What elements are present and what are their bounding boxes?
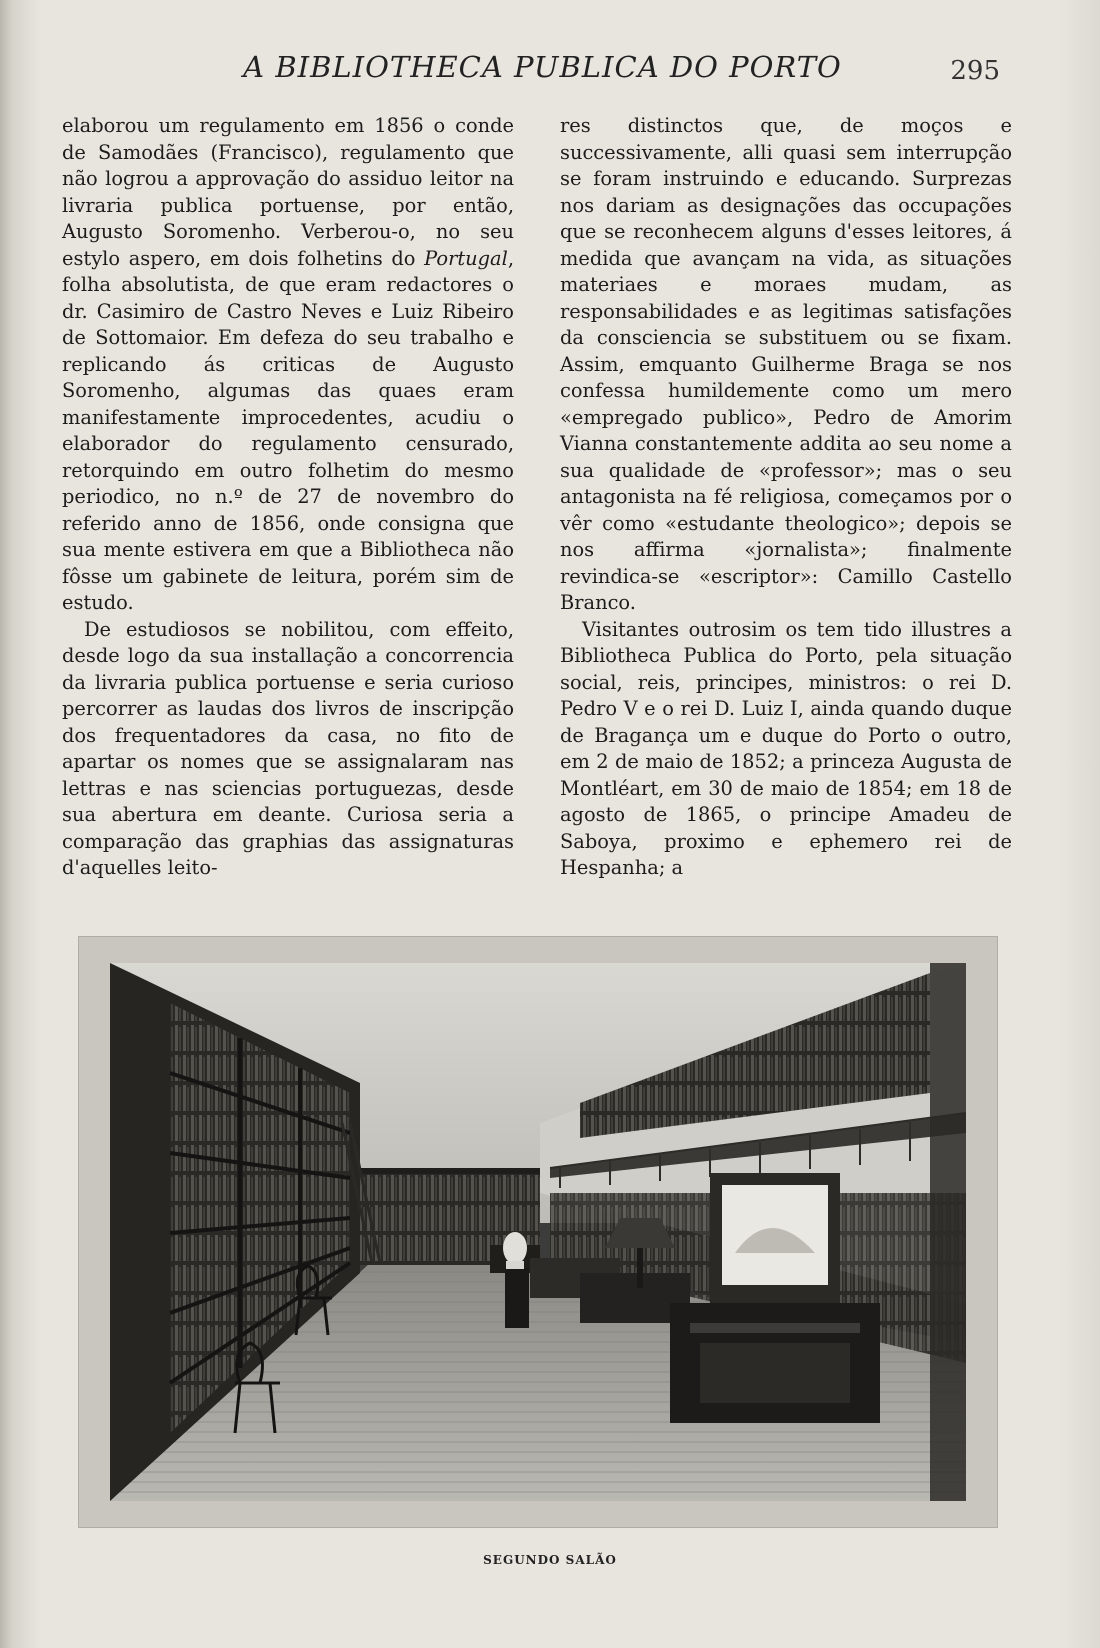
running-title: A BIBLIOTHECA PUBLICA DO PORTO [243,50,842,84]
left-paragraph-1-text-b: , folha absolutista, de que eram redactores o dr. Casimiro de Castro Neves e Luiz Ribeiro de Sottomaior. Em defeza do seu trabalho e replicando ás criticas de Augusto Soromenho, algumas das quaes eram manifestamente improcedentes, acudiu o elaborador do regulamento censurado, retorquindo em outro folhetim do mesmo periodico, no n.º de 27 de novembro do referido anno de 1856, onde consigna que sua mente estivera em que a Bibliotheca não fôsse um gabinete de leitura, porém sim de estudo. [62,246,514,614]
right-column [560,113,1012,882]
page-header [0,50,1100,90]
left-paragraph-1-text-a: elaborou um regulamento em 1856 o conde de Samodães (Francisco), regulamento que não logrou a approvação do assiduo leitor na livraria publica portuense, por então, Augusto Soromenho. Verberou-o, no seu estylo aspero, em dois folhetins do [62,114,514,270]
library-hall-photo [110,963,966,1501]
figure-caption: SEGUNDO SALÃO [483,1553,617,1567]
photo-plate [78,936,998,1528]
left-paragraph-1 [62,113,514,617]
left-paragraph-2: De estudiosos se nobilitou, com effeito, desde logo da sua installação a concorrencia da livraria publica portuense e seria curioso percorrer as laudas dos livros de inscripção dos frequentadores da casa, no fito de apartar os nomes que se assignalaram nas lettras e nas sciencias portuguezas, desde sua abertura em deante. Curiosa seria a comparação das graphias das assignaturas d'aquelles leito- [62,617,514,879]
newspaper-title: Portugal [424,246,508,270]
right-paragraph-1: res distinctos que, de moços e successivamente, alli quasi sem interrupção se foram instruindo e educando. Surprezas nos dariam as designações das occupações que se reconhecem alguns d'esses leitores, á medida que avançam na vida, as situações materiaes e moraes mudam, as responsabilidades e as legitimas satisfações da consciencia se substituem ou se fixam. Assim, emquanto Guilherme Braga se nos confessa humildemente como um mero «empregado publico», Pedro de Amorim Vianna constantemente addita ao seu nome a sua qualidade de «professor»; mas o seu antagonista na fé religiosa, começamos por o vêr como «estudante theologico»; depois se nos affirma «jornalista»; finalmente revindica-se «escriptor»: Camillo Castello Branco. [560,114,1012,614]
page-number: 295 [950,56,1000,86]
right-paragraph-2: Visitantes outrosim os tem tido illustres a Bibliotheca Publica do Porto, pela situação social, reis, principes, ministros: o rei D. Pedro V e o rei D. Luiz I, ainda quando duque de Bragança um e duque do Porto o outro, em 2 de maio de 1852; a princeza Augusta de Montléart, em 30 de maio de 1854; em 18 de agosto de 1865, o principe Amadeu de Saboya, proximo e ephemero rei de Hespanha; a [560,617,1012,879]
library-hall-illustration [110,963,966,1501]
left-column [62,113,514,882]
